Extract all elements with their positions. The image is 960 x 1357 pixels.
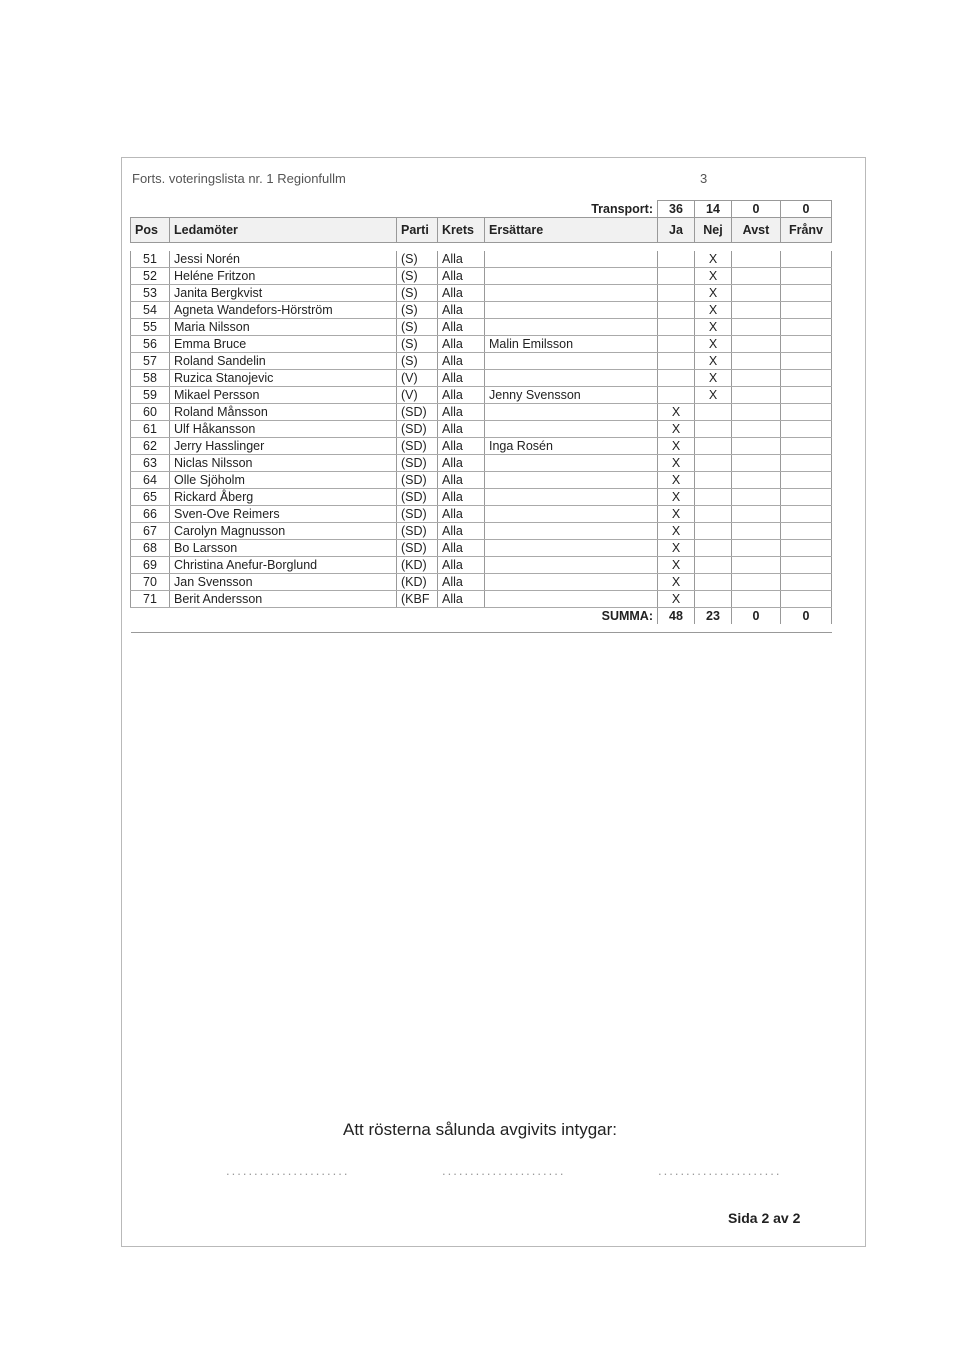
cell-franv — [781, 387, 832, 404]
cell-name: Carolyn Magnusson — [170, 523, 397, 540]
attest-text: Att rösterna sålunda avgivits intygar: — [342, 1120, 618, 1139]
cell-parti: (S) — [397, 302, 438, 319]
cell-krets: Alla — [438, 353, 485, 370]
table-row — [131, 540, 832, 557]
cell-ja — [658, 353, 695, 370]
cell-nej: X — [695, 251, 732, 268]
cell-krets: Alla — [438, 370, 485, 387]
cell-ja: X — [658, 472, 695, 489]
cell-name: Olle Sjöholm — [170, 472, 397, 489]
cell-ersattare — [485, 489, 658, 506]
cell-ersattare — [485, 285, 658, 302]
cell-avst — [732, 404, 781, 421]
cell-pos: 70 — [131, 574, 170, 591]
cell-pos: 56 — [131, 336, 170, 353]
cell-name: Jessi Norén — [170, 251, 397, 268]
cell-nej — [695, 506, 732, 523]
cell-parti: (KBF — [397, 591, 438, 608]
table-row — [131, 251, 832, 268]
cell-parti: (S) — [397, 285, 438, 302]
cell-franv — [781, 370, 832, 387]
cell-name: Janita Bergkvist — [170, 285, 397, 302]
cell-pos: 59 — [131, 387, 170, 404]
cell-nej — [695, 438, 732, 455]
cell-parti: (SD) — [397, 438, 438, 455]
cell-parti: (SD) — [397, 455, 438, 472]
cell-franv — [781, 438, 832, 455]
cell-franv — [781, 268, 832, 285]
cell-franv — [781, 540, 832, 557]
cell-krets: Alla — [438, 404, 485, 421]
cell-ersattare — [485, 302, 658, 319]
cell-parti: (KD) — [397, 574, 438, 591]
cell-franv — [781, 557, 832, 574]
cell-ersattare — [485, 523, 658, 540]
cell-name: Berit Andersson — [170, 591, 397, 608]
cell-ersattare — [485, 540, 658, 557]
cell-parti: (SD) — [397, 489, 438, 506]
cell-ersattare — [485, 574, 658, 591]
cell-name: Emma Bruce — [170, 336, 397, 353]
table-row — [131, 421, 832, 438]
cell-pos: 67 — [131, 523, 170, 540]
cell-krets: Alla — [438, 251, 485, 268]
transport-ja: 36 — [658, 201, 695, 218]
summa-label: SUMMA: — [601, 609, 653, 623]
cell-franv — [781, 421, 832, 438]
table-row — [131, 268, 832, 285]
cell-ja: X — [658, 489, 695, 506]
cell-franv — [781, 404, 832, 421]
cell-pos: 65 — [131, 489, 170, 506]
cell-ja: X — [658, 523, 695, 540]
cell-avst — [732, 472, 781, 489]
summa-ja: 48 — [658, 608, 695, 625]
cell-krets: Alla — [438, 387, 485, 404]
cell-krets: Alla — [438, 455, 485, 472]
cell-franv — [781, 251, 832, 268]
cell-nej — [695, 591, 732, 608]
table-row — [131, 302, 832, 319]
cell-avst — [732, 421, 781, 438]
cell-nej — [695, 455, 732, 472]
cell-franv — [781, 506, 832, 523]
column-header-row — [131, 218, 832, 243]
cell-krets: Alla — [438, 540, 485, 557]
col-ledamoter: Ledamöter — [170, 218, 397, 243]
cell-pos: 58 — [131, 370, 170, 387]
cell-avst — [732, 285, 781, 302]
cell-krets: Alla — [438, 268, 485, 285]
cell-franv — [781, 489, 832, 506]
cell-franv — [781, 285, 832, 302]
table-row — [131, 574, 832, 591]
cell-parti: (V) — [397, 387, 438, 404]
table-row — [131, 404, 832, 421]
cell-ersattare — [485, 591, 658, 608]
col-parti: Parti — [397, 218, 438, 243]
cell-franv — [781, 319, 832, 336]
cell-ja — [658, 387, 695, 404]
cell-name: Mikael Persson — [170, 387, 397, 404]
cell-franv — [781, 455, 832, 472]
cell-parti: (KD) — [397, 557, 438, 574]
table-row — [131, 455, 832, 472]
cell-krets: Alla — [438, 557, 485, 574]
transport-row — [131, 201, 832, 218]
cell-name: Roland Sandelin — [170, 353, 397, 370]
col-avst: Avst — [732, 218, 781, 243]
cell-name: Christina Anefur-Borglund — [170, 557, 397, 574]
cell-ja — [658, 285, 695, 302]
cell-avst — [732, 336, 781, 353]
cell-parti: (SD) — [397, 506, 438, 523]
cell-ersattare — [485, 455, 658, 472]
table-row — [131, 319, 832, 336]
cell-ja: X — [658, 404, 695, 421]
cell-name: Bo Larsson — [170, 540, 397, 557]
cell-parti: (V) — [397, 370, 438, 387]
cell-krets: Alla — [438, 285, 485, 302]
cell-parti: (S) — [397, 319, 438, 336]
cell-ersattare — [485, 506, 658, 523]
table-row — [131, 489, 832, 506]
table-row — [131, 557, 832, 574]
cell-nej: X — [695, 268, 732, 285]
cell-nej: X — [695, 336, 732, 353]
table-row — [131, 472, 832, 489]
cell-name: Heléne Fritzon — [170, 268, 397, 285]
col-ersattare: Ersättare — [485, 218, 658, 243]
cell-pos: 51 — [131, 251, 170, 268]
cell-parti: (S) — [397, 353, 438, 370]
cell-krets: Alla — [438, 591, 485, 608]
cell-nej — [695, 523, 732, 540]
cell-ersattare — [485, 268, 658, 285]
cell-name: Jan Svensson — [170, 574, 397, 591]
col-nej: Nej — [695, 218, 732, 243]
summa-row — [131, 608, 832, 625]
transport-avst: 0 — [732, 201, 781, 218]
signature-line-2: ...................... — [442, 1163, 566, 1178]
cell-ja: X — [658, 455, 695, 472]
summa-avst: 0 — [732, 608, 781, 625]
cell-avst — [732, 438, 781, 455]
cell-pos: 52 — [131, 268, 170, 285]
cell-krets: Alla — [438, 302, 485, 319]
cell-avst — [732, 319, 781, 336]
cell-ja — [658, 268, 695, 285]
list-title: Forts. voteringslista nr. 1 Regionfullm — [132, 171, 346, 186]
summa-franv: 0 — [781, 608, 832, 625]
cell-ja: X — [658, 591, 695, 608]
cell-parti: (SD) — [397, 404, 438, 421]
cell-krets: Alla — [438, 489, 485, 506]
transport-nej: 14 — [695, 201, 732, 218]
cell-ja: X — [658, 506, 695, 523]
cell-ersattare — [485, 251, 658, 268]
cell-ja: X — [658, 540, 695, 557]
table-row — [131, 353, 832, 370]
cell-krets: Alla — [438, 421, 485, 438]
cell-pos: 68 — [131, 540, 170, 557]
cell-avst — [732, 268, 781, 285]
cell-krets: Alla — [438, 336, 485, 353]
cell-pos: 53 — [131, 285, 170, 302]
table-row — [131, 285, 832, 302]
cell-parti: (SD) — [397, 472, 438, 489]
cell-ersattare: Malin Emilsson — [485, 336, 658, 353]
cell-franv — [781, 523, 832, 540]
cell-nej: X — [695, 387, 732, 404]
cell-nej — [695, 421, 732, 438]
cell-nej — [695, 472, 732, 489]
cell-parti: (S) — [397, 336, 438, 353]
cell-ja: X — [658, 574, 695, 591]
cell-ja — [658, 336, 695, 353]
cell-krets: Alla — [438, 506, 485, 523]
bottom-spacer — [131, 624, 832, 633]
cell-pos: 62 — [131, 438, 170, 455]
cell-parti: (SD) — [397, 421, 438, 438]
signature-line-3: ...................... — [658, 1163, 782, 1178]
col-pos: Pos — [131, 218, 170, 243]
cell-ersattare — [485, 421, 658, 438]
table-row — [131, 370, 832, 387]
cell-ja — [658, 302, 695, 319]
cell-pos: 60 — [131, 404, 170, 421]
cell-avst — [732, 353, 781, 370]
page-number: Sida 2 av 2 — [728, 1210, 801, 1226]
cell-name: Ruzica Stanojevic — [170, 370, 397, 387]
cell-avst — [732, 574, 781, 591]
cell-nej — [695, 557, 732, 574]
cell-ja: X — [658, 438, 695, 455]
cell-avst — [732, 523, 781, 540]
transport-label: Transport: — [591, 201, 653, 216]
cell-pos: 69 — [131, 557, 170, 574]
cell-pos: 63 — [131, 455, 170, 472]
cell-krets: Alla — [438, 574, 485, 591]
table-row — [131, 506, 832, 523]
cell-nej: X — [695, 370, 732, 387]
cell-avst — [732, 302, 781, 319]
signature-line-1: ...................... — [226, 1163, 350, 1178]
cell-nej — [695, 540, 732, 557]
cell-name: Roland Månsson — [170, 404, 397, 421]
col-krets: Krets — [438, 218, 485, 243]
spacer-row — [131, 243, 832, 252]
cell-nej: X — [695, 285, 732, 302]
cell-ersattare — [485, 404, 658, 421]
cell-ersattare: Jenny Svensson — [485, 387, 658, 404]
cell-franv — [781, 472, 832, 489]
cell-krets: Alla — [438, 523, 485, 540]
cell-ja: X — [658, 421, 695, 438]
cell-avst — [732, 489, 781, 506]
cell-franv — [781, 302, 832, 319]
cell-ja — [658, 251, 695, 268]
page-marker: 3 — [700, 171, 708, 186]
cell-ersattare — [485, 472, 658, 489]
cell-pos: 54 — [131, 302, 170, 319]
cell-pos: 61 — [131, 421, 170, 438]
cell-ersattare — [485, 370, 658, 387]
col-ja: Ja — [658, 218, 695, 243]
cell-pos: 71 — [131, 591, 170, 608]
cell-avst — [732, 540, 781, 557]
cell-nej: X — [695, 319, 732, 336]
cell-parti: (SD) — [397, 540, 438, 557]
cell-avst — [732, 251, 781, 268]
cell-pos: 55 — [131, 319, 170, 336]
cell-nej — [695, 574, 732, 591]
cell-parti: (S) — [397, 268, 438, 285]
cell-pos: 57 — [131, 353, 170, 370]
cell-avst — [732, 370, 781, 387]
table-row — [131, 336, 832, 353]
cell-name: Rickard Åberg — [170, 489, 397, 506]
summa-nej: 23 — [695, 608, 732, 625]
cell-name: Jerry Hasslinger — [170, 438, 397, 455]
cell-name: Ulf Håkansson — [170, 421, 397, 438]
vote-table — [130, 200, 832, 633]
cell-nej: X — [695, 302, 732, 319]
cell-krets: Alla — [438, 472, 485, 489]
cell-avst — [732, 506, 781, 523]
cell-name: Agneta Wandefors-Hörström — [170, 302, 397, 319]
table-row — [131, 438, 832, 455]
cell-nej: X — [695, 353, 732, 370]
cell-ja — [658, 319, 695, 336]
col-franv: Frånv — [781, 218, 832, 243]
cell-parti: (S) — [397, 251, 438, 268]
transport-franv: 0 — [781, 201, 832, 218]
cell-name: Maria Nilsson — [170, 319, 397, 336]
cell-pos: 64 — [131, 472, 170, 489]
cell-nej — [695, 489, 732, 506]
cell-ersattare — [485, 353, 658, 370]
cell-krets: Alla — [438, 438, 485, 455]
cell-avst — [732, 557, 781, 574]
cell-franv — [781, 591, 832, 608]
cell-name: Sven-Ove Reimers — [170, 506, 397, 523]
cell-ersattare: Inga Rosén — [485, 438, 658, 455]
cell-ersattare — [485, 319, 658, 336]
cell-parti: (SD) — [397, 523, 438, 540]
cell-franv — [781, 574, 832, 591]
table-row — [131, 387, 832, 404]
cell-krets: Alla — [438, 319, 485, 336]
cell-nej — [695, 404, 732, 421]
cell-franv — [781, 336, 832, 353]
table-row — [131, 523, 832, 540]
cell-avst — [732, 455, 781, 472]
cell-ja — [658, 370, 695, 387]
cell-franv — [781, 353, 832, 370]
cell-avst — [732, 591, 781, 608]
cell-ersattare — [485, 557, 658, 574]
table-row — [131, 591, 832, 608]
cell-pos: 66 — [131, 506, 170, 523]
cell-ja: X — [658, 557, 695, 574]
cell-name: Niclas Nilsson — [170, 455, 397, 472]
cell-avst — [732, 387, 781, 404]
